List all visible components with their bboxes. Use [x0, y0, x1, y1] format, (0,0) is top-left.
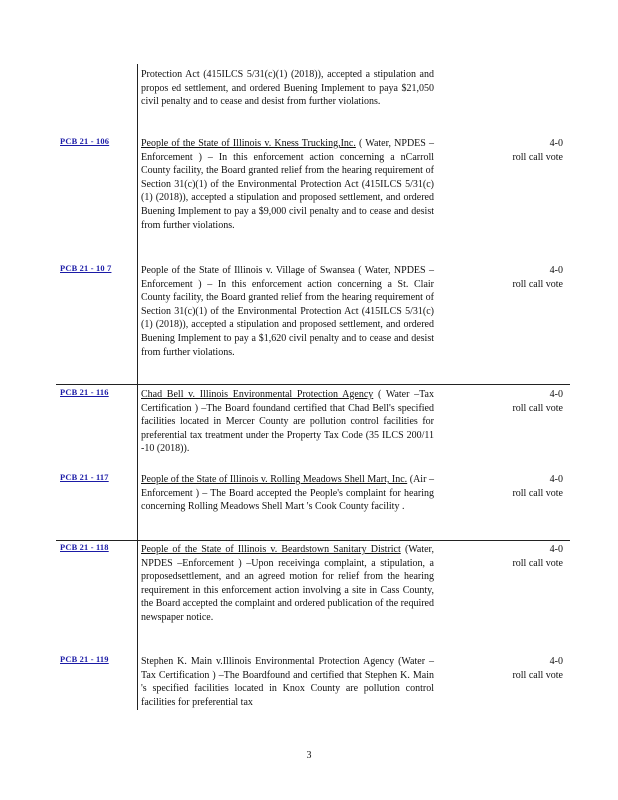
entry-description — [141, 655, 434, 709]
case-title: People of the State of Illinois v. Kness Trucking,Inc. — [141, 138, 356, 149]
case-body: ( Water, NPDES –Enforcement ) – In this enforcement action concerning a nCarroll County facility, the Board granted relief from the hearing requirement of Section 31(c)(1) of the Environmental Protection Act (415ILCS 5/31(c)(1) (2018)), accepted a stipulation and proposed settlement, and ordered Buening Implement to pay a $9,000 civil penalty and to cease and desist from further violations. — [141, 138, 435, 231]
case-body: ( Water –Tax Certification ) –The Board foundand certified that Chad Bell's specified facilities located in Mercer County are pollution control facilities for preferential tax treatment under the Property Tax Code (35 ILCS 200/11 -10 (2018)). — [141, 389, 434, 455]
vote-count: 4-0 — [549, 544, 563, 555]
vote-result — [495, 137, 563, 164]
case-link[interactable]: PCB 21 - 117 — [60, 473, 109, 482]
vote-result — [495, 388, 563, 415]
vote-count: 4-0 — [549, 656, 563, 667]
case-link[interactable]: PCB 21 - 118 — [60, 543, 109, 552]
case-link[interactable]: PCB 21 - 116 — [60, 388, 109, 397]
case-link[interactable]: PCB 21 - 106 — [60, 137, 110, 146]
vote-label: roll call vote — [512, 487, 563, 499]
case-link[interactable]: PCB 21 - 10 7 — [60, 264, 112, 273]
case-title: People of the State of Illinois v. Rolling Meadows Shell Mart, Inc. — [141, 474, 408, 485]
case-body: (Air –Enforcement ) – The Board accepted the People's complaint for hearing concerning Rolling Meadows Shell Mart 's Cook County facility . — [141, 474, 434, 513]
row-separator — [56, 384, 570, 385]
vote-result — [495, 655, 563, 682]
vote-label: roll call vote — [512, 669, 563, 681]
row-separator — [56, 540, 570, 541]
column-divider — [137, 64, 138, 710]
case-body: People of the State of Illinois v. Village of Swansea ( Water, NPDES –Enforcement ) – In this enforcement action concerning a St. Clair County facility, the Board granted relief from the hearing requirement of Section 31(c)(1) of the Environmental Protection Act (415ILCS 5/31(c)(1) (2018)), accepted a stipulation and proposed settlement, and ordered Buening Implement to pay a $1,620 civil penalty and to cease and desist from further violations. — [141, 265, 434, 358]
entry-description — [141, 543, 434, 625]
vote-label: roll call vote — [512, 278, 563, 290]
vote-count: 4-0 — [549, 474, 563, 485]
case-title: People of the State of Illinois v. Beardstown Sanitary District — [141, 544, 401, 555]
case-body: Stephen K. Main v.Illinois Environmental Protection Agency (Water –Tax Certification ) –The Boardfound and certified that Stephen K. Main 's specified facilities located in Knox County are pollution control facilities for preferential tax — [141, 656, 434, 708]
vote-result — [495, 264, 563, 291]
vote-label: roll call vote — [512, 557, 563, 569]
vote-count: 4-0 — [549, 265, 563, 276]
vote-count: 4-0 — [549, 389, 563, 400]
case-body: (Water, NPDES –Enforcement ) –Upon receivinga complaint, a stipulation, a proposedsettlement, and an agreed motion for relief from the hearing requirement in this enforcement action involving a site in Cass County, the Board accepted the complaint and ordered publication of the required newspaper notice. — [141, 544, 434, 623]
vote-result — [495, 473, 563, 500]
entry-description — [141, 137, 434, 232]
entry-description — [141, 388, 434, 456]
entry-description — [141, 264, 434, 359]
vote-label: roll call vote — [512, 151, 563, 163]
vote-count: 4-0 — [549, 138, 563, 149]
page-number: 3 — [306, 750, 312, 761]
entry-description — [141, 473, 434, 514]
vote-label: roll call vote — [512, 402, 563, 414]
case-link[interactable]: PCB 21 - 119 — [60, 655, 109, 664]
case-title: Chad Bell v. Illinois Environmental Protection Agency — [141, 389, 374, 400]
continuation-text: Protection Act (415ILCS 5/31(c)(1) (2018)), accepted a stipulation and propos ed settlement, and ordered Buening Implement to paya $21,050 civil penalty and to cease and desist from further violations. — [141, 69, 434, 108]
vote-result — [495, 543, 563, 570]
